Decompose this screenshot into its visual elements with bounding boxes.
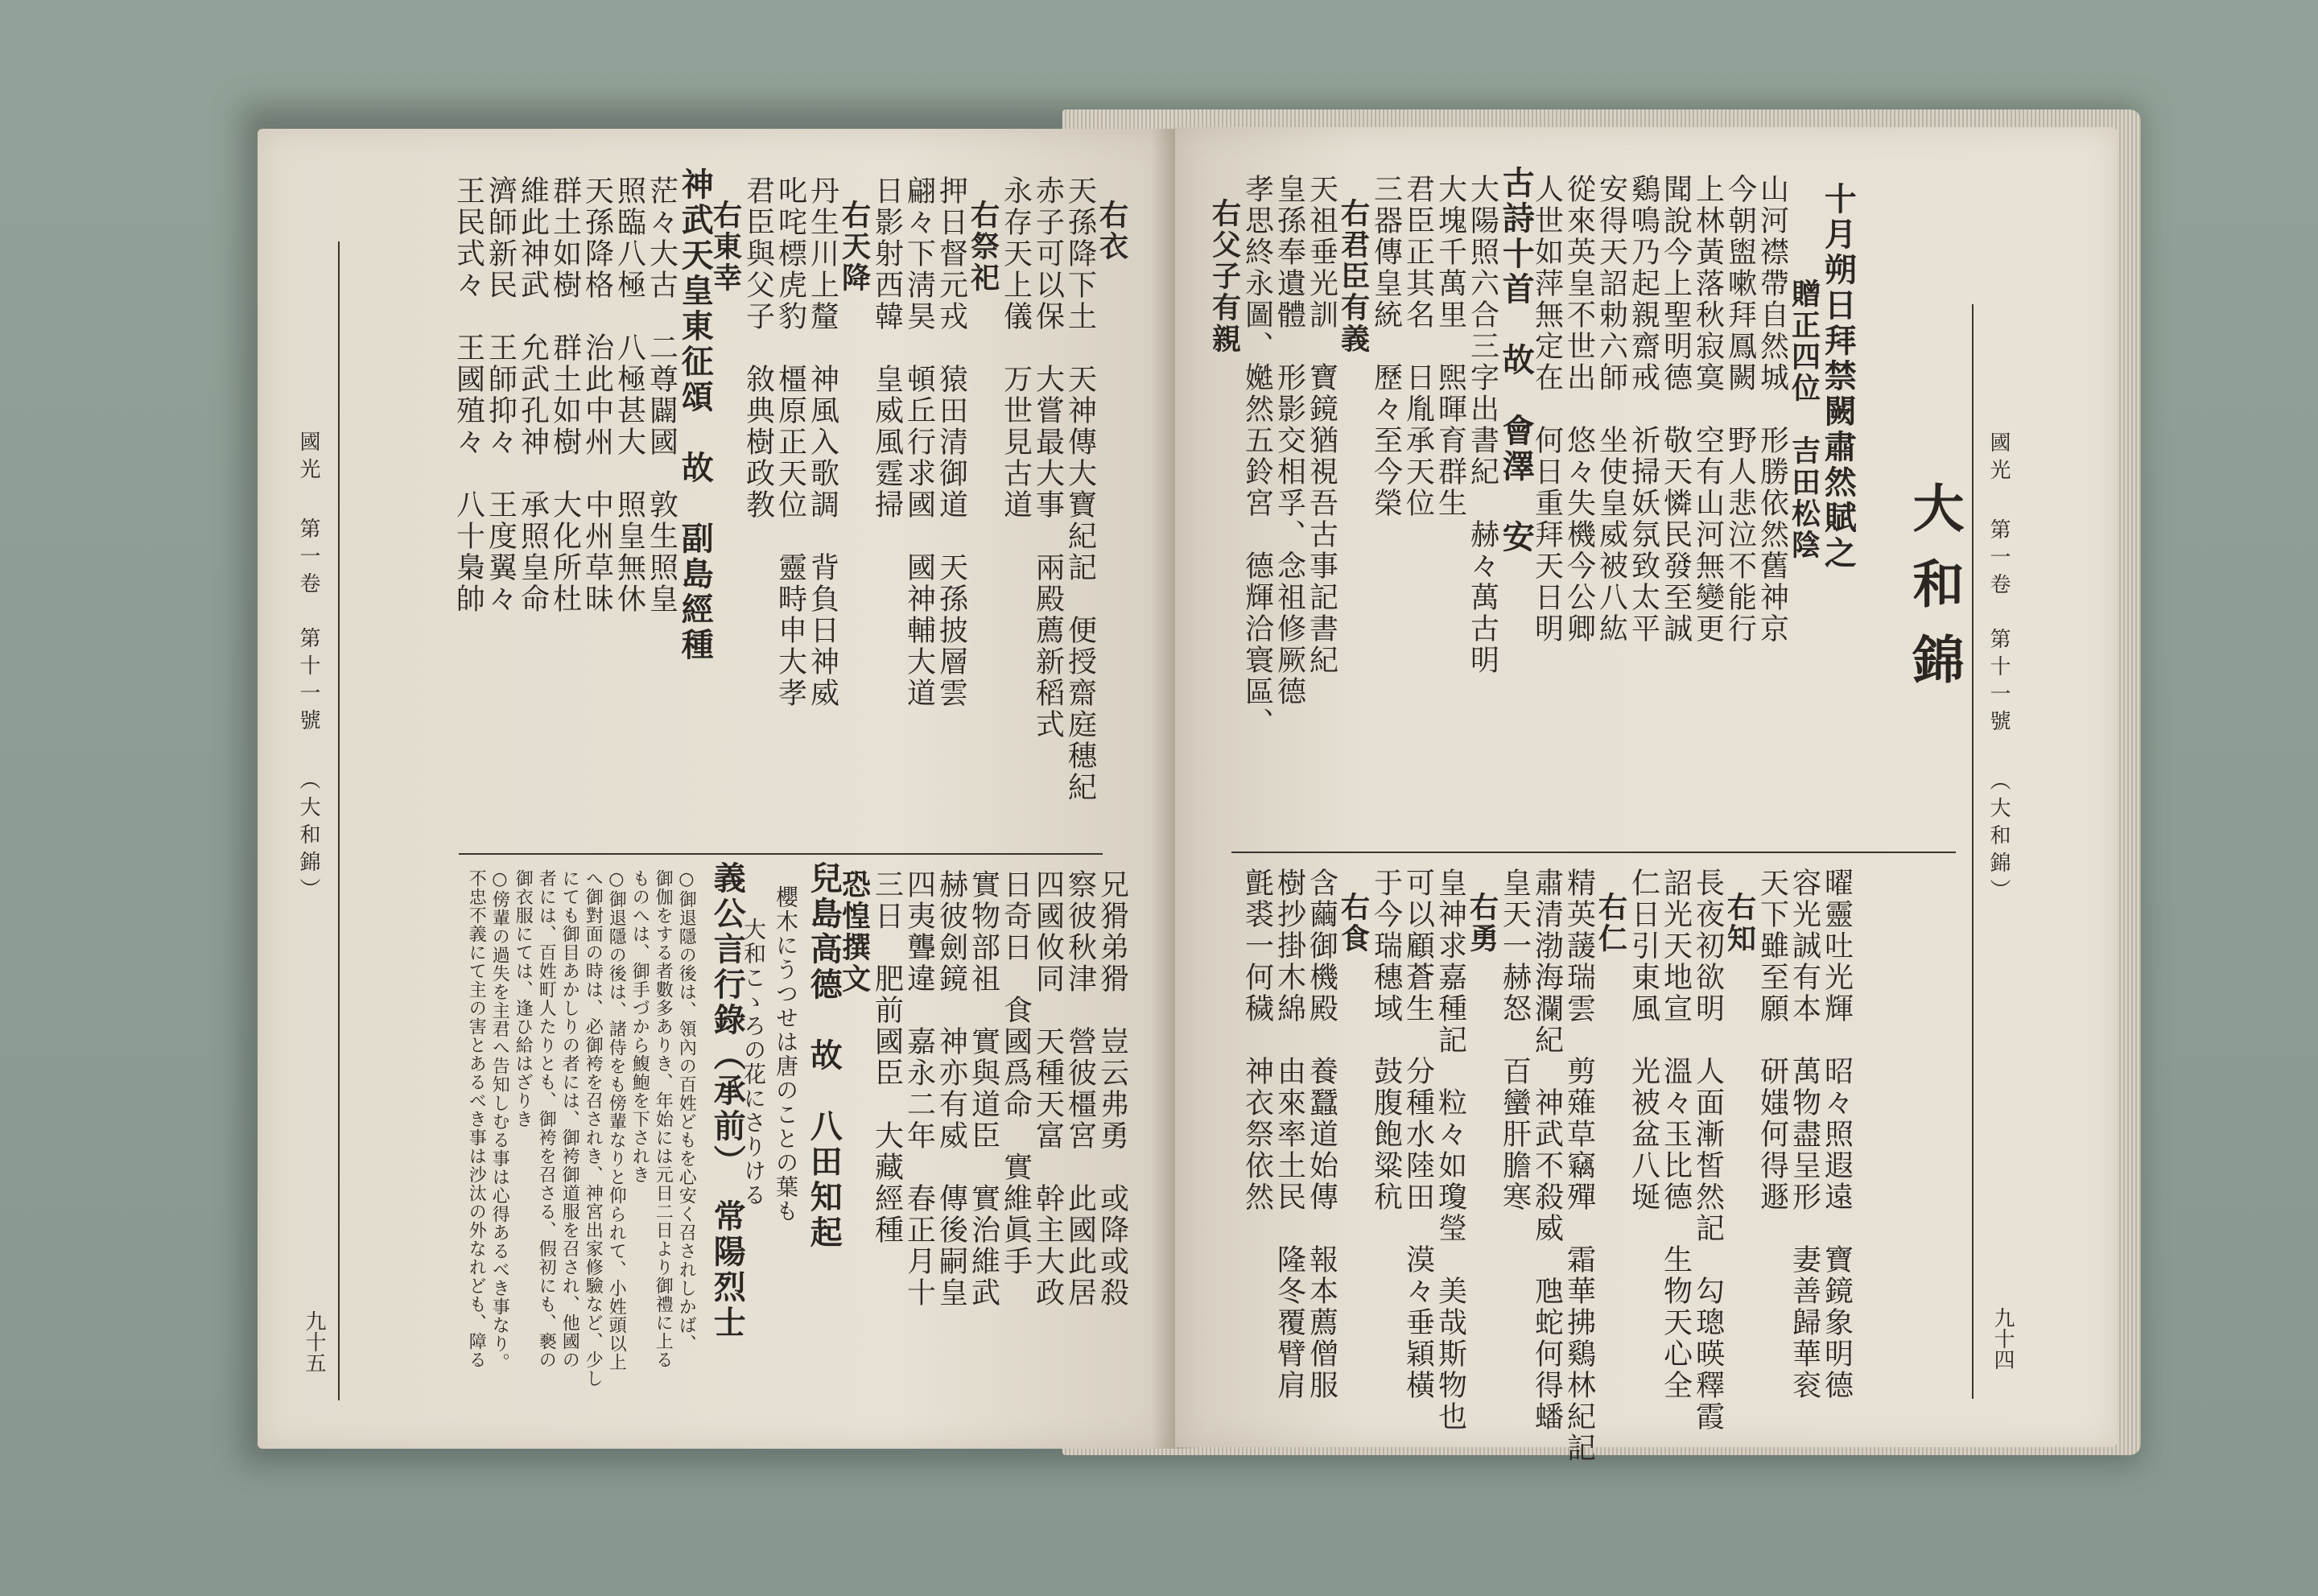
verse-line: 鷄鳴乃起親齋戒 祈掃妖氛致太平 [1627,174,1660,645]
section-label: 右知 [1722,892,1757,955]
verse-line: 叱咤標虎豹 橿原正天位 靈畤申大孝 [773,175,807,709]
section-label: 右食 [1336,892,1371,955]
verse-line: 濟師新民 王師抑々 王度翼々 [484,175,518,615]
author-line: 贈正四位 吉田松陰 [1787,278,1821,561]
poem-title: 十月朔日拜禁闕肅然賦之 [1819,182,1858,571]
left-running-head [298,431,319,905]
verse-line: 四夷聾違 嘉永二年 春正月十 [902,869,936,1309]
verse-line: 于今瑞穗域 鼓腹飽粱秔 [1369,868,1403,1213]
verse-line: 維此神武 允武孔神 承照皇命 [516,175,550,615]
prose-line: 御衣服にては、逢ひ給はざりき [513,869,534,1128]
section-label: 右祭祀 [966,200,1000,294]
running-head-issue: 第一卷 第十一號 [296,518,320,736]
verse-line: 日奇日 食國爲命 實維眞手 [999,869,1033,1277]
poem-title: 兒島高德 故 八田知起 [805,861,843,1251]
prose-line: 御伽をする者數多ありき、年始には元日二日より御禮に上る [653,869,674,1369]
section-label: 右父子有親 [1207,198,1242,355]
verse-line: 孝思終永圖、嬔然五鈴宮 德輝洽寰區、 [1240,174,1274,739]
verse-line: 赤子可以保 大嘗最大事 兩殿薦新稻式 [1031,175,1065,740]
verse-line: 照臨八極 八極甚大 照皇無休 [612,175,646,615]
verse-line: 天下雖至願 研媸何得遯 [1755,868,1789,1213]
verse-line: 今朝盥嗽拜鳳闕 野人悲泣不能行 [1723,174,1757,645]
verse-line: 永存天上儀 万世見古道 [999,175,1033,521]
right-running-head [1988,431,2009,906]
verse-line: 丹生川上釐 神風入歌調 背負日神威 [806,175,839,709]
right-folio: 九十四 [1990,1307,2015,1370]
verse-line: 君臣正其名 日胤承天位 [1401,174,1435,519]
verse-line: 天孫降格 治此中州 中州草昧 [580,175,614,615]
running-head-magazine: 國光 [1986,431,2011,486]
verse-line: 赫彼劍鏡 神亦有威 傳後嗣皇 [934,869,968,1309]
left-head-rule [338,241,340,1400]
verse-line: 安得天詔勅六師 坐使皇威被八紘 [1594,174,1628,645]
prose-line: にても御目あかしりの者には、御袴御道服を召され、他國の [559,869,580,1369]
page-title: 大和錦 [1903,481,1965,708]
verse-line: 大塊千萬里 煕暉育群生 [1433,174,1467,519]
verse-line: 四國攸同 天種天富 幹主大政 [1031,869,1065,1309]
verse-line: 樹抄掛木綿 由來率土民 隆冬覆臂肩 [1272,868,1306,1401]
verse-line: 茫々大古 二尊闢國 敦生照皇 [645,175,678,615]
section-heading: 義公言行錄（承前） 常陽烈士 [708,861,747,1341]
section-label: 右東幸 [708,200,743,294]
left-folio: 九十五 [302,1310,326,1373]
section-heading: 神武天皇東征頌 故 副島經種 [676,167,715,663]
verse-line: 氈裘一何穢 神衣祭依然 [1240,868,1274,1213]
verse-line: 皇神求嘉種記 粒々如瓊瑩 美哉斯物也 [1433,868,1467,1433]
verse-line: 可以顧蒼生 分種水陸田 漠々垂穎橫 [1401,868,1435,1401]
waka-line: 櫻木にうつせは唐のことの葉も [773,885,800,1223]
prose-line: 不忠不義にて主の害とあるべき事は沙汰の外なれども、障る [466,869,487,1369]
verse-line: 王民式々 王國殖々 八十梟帥 [452,175,485,615]
verse-line: 翩々下淸昊 頓丘行求國 國神輔大道 [902,175,936,709]
verse-line: 容光誠有本 萬物盡呈形 妻善歸華衮 [1788,868,1821,1401]
prose-line: ○御退隱の後は、領內の百姓どもを心安く召されしかば、 [676,869,697,1353]
verse-line: 上林黃落秋寂寞 空有山河無變更 [1691,174,1725,645]
verse-line: 押日督元戎 猿田清御道 天孫披層雲 [934,175,968,709]
prose-line: ものへは、御手づから鰒鮑を下されき [629,869,650,1184]
waka-line: 大和こゝろの花にさりける [740,918,768,1207]
right-page [1175,127,2117,1464]
verse-line: 詔光天地宣 溫々玉比德 生物天心全 [1659,868,1693,1401]
left-section-rule [459,853,1103,855]
verse-line: 大陽照六合三字出書紀 赫々萬古明 [1466,174,1499,676]
verse-line: 天孫降下土 天神傳大寶紀記 便授齋庭穗紀 [1063,175,1097,803]
verse-line: 曜靈吐光輝 昭々照遐遠 寶鏡象明德 [1820,868,1854,1401]
verse-line: 含繭御機殿 養蠶道始傳 報本薦僧服 [1305,868,1338,1401]
verse-line: 察彼秋津 營彼橿宮 此國此居 [1063,869,1097,1309]
verse-line: 日影射西韓 皇威風霆掃 [870,175,904,521]
verse-line: 長夜初欲明 人面漸皙然記 勾璁暎釋霞 [1691,868,1725,1433]
prose-line: ○傍輩の過失を主君へ告知しむる事は心得あるべき事なり。 [489,869,510,1371]
verse-line: 仁日引東風 光被盆八埏 [1627,868,1660,1213]
verse-line: 皇天一赫怒 百蠻肝膽寒 [1498,868,1532,1213]
prose-line: 者には、百姓町人たりとも、御袴を召さる、假初にも、褻の [536,869,557,1369]
verse-line: 君臣與父子 敘典樹政教 [741,175,775,521]
verse-line: 兄猾弟猾 豈云弗勇 或降或殺 [1095,869,1129,1309]
prose-line: ○御退隱の後は、諸侍をも傍輩なりと仰られて、小姓頭以上 [606,869,627,1371]
running-head-section: （大和錦） [1986,769,2011,906]
running-head-issue: 第一卷 第十一號 [1986,518,2011,737]
verse-line: 皇孫奉遺體 形影交相孚、念祖修厥德 [1272,174,1306,707]
verse-line: 從來英皇不世出 悠々失機今公卿 [1562,174,1596,645]
verse-line: 肅清渤海瀾紀 神武不殺威 虺蛇何得蟠 [1530,868,1564,1433]
right-section-rule [1231,852,1956,853]
section-label: 右君臣有義 [1336,198,1371,355]
section-label: 右仁 [1594,892,1628,955]
section-label: 右天降 [837,200,872,294]
closing-line: 恐惶撰文 [837,869,872,995]
section-label: 右衣 [1095,200,1129,262]
verse-line: 聞說今上聖明德 敬天憐民發至誠 [1659,174,1693,645]
verse-line: 精英蘐瑞雲 剪薙草竊殫 霜華拂鷄林紀記 [1562,868,1596,1464]
verse-line: 群土如樹 群土如樹 大化所杜 [548,175,582,615]
prose-line: へ御對面の時は、必御袴を召されき、神宮出家修驗など、少し [583,869,604,1388]
verse-line: 實物部祖 實與道臣 實治維武 [967,869,1000,1309]
running-head-section: （大和錦） [296,769,320,905]
verse-line: 天祖垂光訓 寶鏡猶視吾古事記書紀 [1305,174,1338,676]
left-page [258,129,1175,1449]
verse-line: 三日 肥前國臣 大藏經種 [870,869,904,1246]
verse-line: 人世如萍無定在 何日重拜天日明 [1530,174,1564,645]
section-heading: 古詩十首 故 會澤 安 [1497,166,1536,555]
verse-line: 山河襟帶自然城 形勝依然舊神京 [1755,174,1789,645]
right-head-rule [1972,304,1974,1399]
running-head-magazine: 國光 [296,431,320,485]
verse-line: 三器傳皇統 歷々至今榮 [1369,174,1403,519]
section-label: 右勇 [1465,892,1499,955]
